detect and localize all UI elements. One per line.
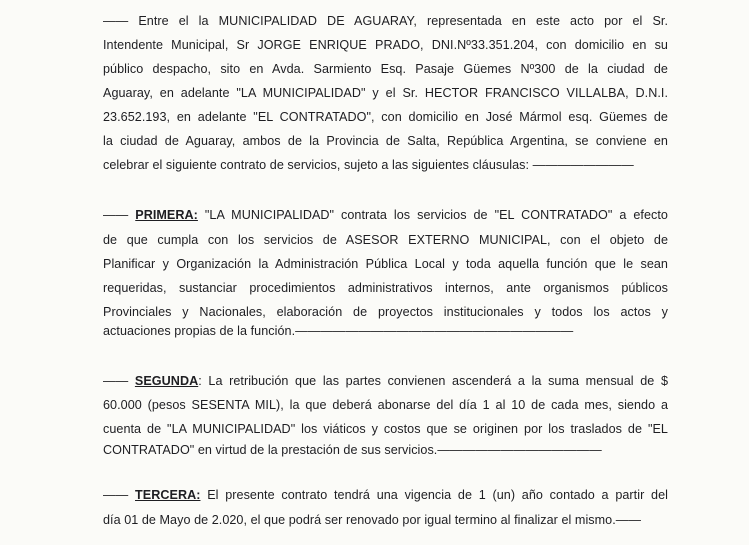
- clause-prefix: ——: [103, 374, 135, 388]
- clause-prefix: ——: [103, 208, 136, 222]
- clause-heading-segunda: SEGUNDA: [134, 374, 199, 388]
- clause-primera-line-3: Planificar y Organización la Administración Pública Local y toda aquella función que le sean: [103, 257, 668, 271]
- clause-primera-line-4: requeridas, sustanciar procedimientos administrativos internos, ante organismos públicos: [103, 281, 668, 295]
- intro-line-3: público despacho, sito en Avda. Sarmiento Esq. Pasaje Güemes Nº300 de la ciudad de: [103, 62, 668, 76]
- clause-text: "LA MUNICIPALIDAD" contrata los servicios de "EL CONTRATADO" a efecto: [197, 208, 668, 222]
- clause-segunda-line-1: [103, 373, 668, 389]
- intro-line-4: Aguaray, en adelante "LA MUNICIPALIDAD" y el Sr. HECTOR FRANCISCO VILLALBA, D.N.I.: [103, 86, 668, 100]
- clause-text: : La retribución que las partes convienen ascenderá a la suma mensual de $: [198, 374, 668, 388]
- intro-line-7: celebrar el siguiente contrato de servicios, sujeto a las siguientes cláusulas: ————————: [103, 158, 634, 172]
- clause-segunda-line-3: cuenta de "LA MUNICIPALIDAD" los viáticos y costos que se originen por los traslados de "EL: [103, 422, 668, 436]
- clause-text: El presente contrato tendrá una vigencia de 1 (un) año contado a partir del: [200, 488, 668, 502]
- clause-heading-primera: PRIMERA:: [135, 208, 198, 222]
- clause-tercera-line-2: día 01 de Mayo de 2.020, el que podrá ser renovado por igual termino al finalizar el mismo.——: [103, 513, 642, 527]
- intro-line-6: la ciudad de Aguaray, ambos de la Provincia de Salta, República Argentina, se conviene en: [103, 134, 668, 148]
- clause-primera-line-5: Provinciales y Nacionales, elaboración de proyectos institucionales y todos los actos y: [103, 305, 668, 319]
- intro-line-1: —— Entre el la MUNICIPALIDAD DE AGUARAY, representada en este acto por el Sr.: [103, 14, 668, 28]
- clause-tercera-line-1: [103, 487, 668, 503]
- clause-prefix: ——: [103, 488, 136, 502]
- clause-heading-tercera: TERCERA:: [135, 488, 201, 502]
- clause-primera-line-1: [103, 207, 668, 223]
- clause-segunda-line-2: 60.000 (pesos SESENTA MIL), la que deberá abonarse del día 1 al 10 de cada mes, siendo a: [103, 398, 668, 412]
- clause-primera-line-6: actuaciones propias de la función.——————————————————————: [103, 324, 574, 338]
- intro-line-5: 23.652.193, en adelante "EL CONTRATADO", con domicilio en José Mármol esq. Güemes de: [103, 110, 668, 124]
- clause-segunda-line-4: CONTRATADO" en virtud de la prestación de sus servicios.—————————————: [103, 443, 602, 457]
- intro-line-2: Intendente Municipal, Sr JORGE ENRIQUE PRADO, DNI.Nº33.351.204, con domicilio en su: [103, 38, 668, 52]
- clause-primera-line-2: de que cumpla con los servicios de ASESOR EXTERNO MUNICIPAL, con el objeto de: [103, 233, 668, 247]
